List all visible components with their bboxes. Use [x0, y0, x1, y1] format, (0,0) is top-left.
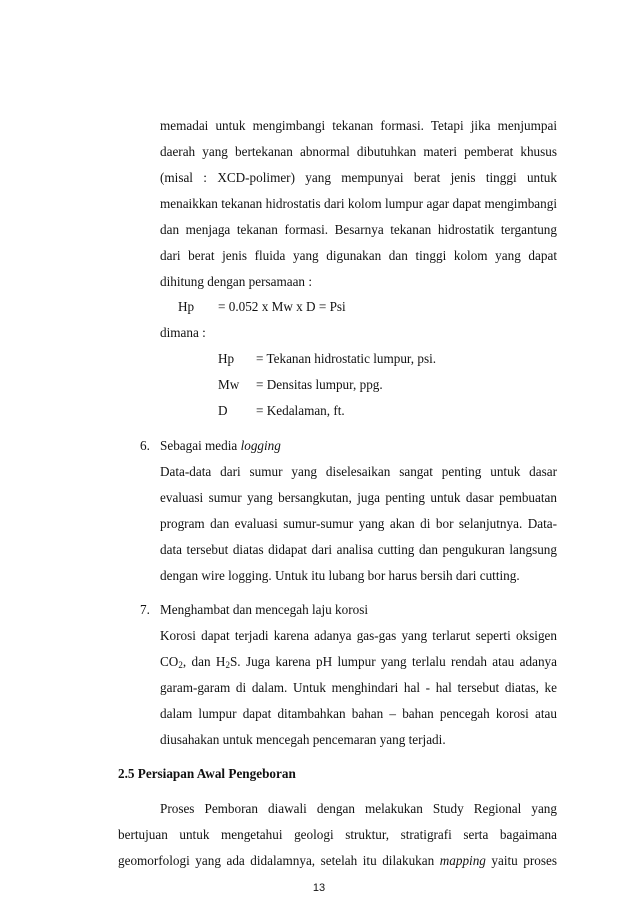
- paragraph-line: Korosi dapat terjadi karena adanya gas-gas yang terlarut seperti oksigen: [160, 628, 557, 643]
- section-line3-prefix: geomorfologi yang ada didalamnya, setelah itu dilakukan: [118, 853, 440, 868]
- paragraph-line: daerah yang bertekanan abnormal dibutuhkan materi pemberat khusus: [160, 144, 557, 159]
- formula-rhs: = 0.052 x Mw x D = Psi: [218, 299, 346, 314]
- definition-symbol: Mw: [218, 377, 240, 392]
- definition-desc: = Densitas lumpur, ppg.: [256, 377, 383, 392]
- paragraph-line-chemical: [160, 653, 557, 671]
- section-line: Proses Pemboran diawali dengan melakukan Study Regional yang: [160, 801, 557, 816]
- definition-symbol: D: [218, 403, 228, 418]
- definition-symbol: Hp: [218, 351, 235, 366]
- paragraph-line: dan menjaga tekanan formasi. Besarnya tekanan hidrostatik tergantung: [160, 222, 557, 237]
- section-line3-suffix: yaitu proses: [485, 853, 557, 868]
- paragraph-line: memadai untuk mengimbangi tekanan formasi. Tetapi jika menjumpai: [160, 118, 557, 133]
- definition-desc: = Kedalaman, ft.: [256, 403, 345, 418]
- dimana-label: dimana :: [160, 325, 206, 340]
- paragraph-line: data tersebut diatas didapat dari analisa cutting dan pengukuran langsung: [160, 542, 557, 557]
- paragraph-line: menaikkan tekanan hidrostatis dari kolom lumpur agar dapat mengimbangi: [160, 196, 557, 211]
- paragraph-line: dalam lumpur dapat ditambahkan bahan – bahan pencegah korosi atau: [160, 706, 557, 721]
- co2-main: CO: [160, 654, 179, 669]
- item6-title-italic: logging: [240, 438, 281, 453]
- paragraph-line: Data-data dari sumur yang diselesaikan sangat penting untuk dasar: [160, 464, 557, 479]
- section-line: bertujuan untuk mengetahui geologi struktur, stratigrafi serta bagaimana: [118, 827, 557, 842]
- section-line-mapping: [118, 852, 557, 870]
- paragraph-line: dari berat jenis fluida yang digunakan dan tinggi kolom yang dapat: [160, 248, 557, 263]
- formula-lhs: Hp: [178, 299, 195, 314]
- paragraph-line: dihitung dengan persamaan :: [160, 274, 312, 289]
- item6-title: [160, 437, 281, 455]
- paragraph-line: diusahakan untuk mencegah pencemaran yang terjadi.: [160, 732, 446, 747]
- list-number: 7.: [140, 602, 150, 617]
- co2-subscript: 2: [178, 660, 183, 670]
- h2s-subscript: 2: [225, 660, 230, 670]
- chemical-line-rest: S. Juga karena pH lumpur yang terlalu rendah atau adanya: [229, 654, 557, 669]
- h2s-prefix: , dan H: [182, 654, 226, 669]
- item6-title-text: Sebagai media: [160, 438, 241, 453]
- list-number: 6.: [140, 438, 150, 453]
- paragraph-line: program dan evaluasi sumur-sumur yang akan di bor selanjutnya. Data-: [160, 516, 557, 531]
- section-line3-italic: mapping: [439, 853, 486, 868]
- page-number: 13: [312, 882, 326, 894]
- paragraph-line: (misal : XCD-polimer) yang mempunyai berat jenis tinggi untuk: [160, 170, 557, 185]
- paragraph-line: garam-garam di dalam. Untuk menghindari hal - hal tersebut diatas, ke: [160, 680, 557, 695]
- paragraph-line: dengan wire logging. Untuk itu lubang bor harus bersih dari cutting.: [160, 568, 520, 583]
- paragraph-line: evaluasi sumur yang bersangkutan, juga penting untuk dasar pembuatan: [160, 490, 557, 505]
- definition-desc: = Tekanan hidrostatic lumpur, psi.: [256, 351, 437, 366]
- item7-title: Menghambat dan mencegah laju korosi: [160, 602, 369, 617]
- section-heading: 2.5 Persiapan Awal Pengeboran: [118, 766, 296, 781]
